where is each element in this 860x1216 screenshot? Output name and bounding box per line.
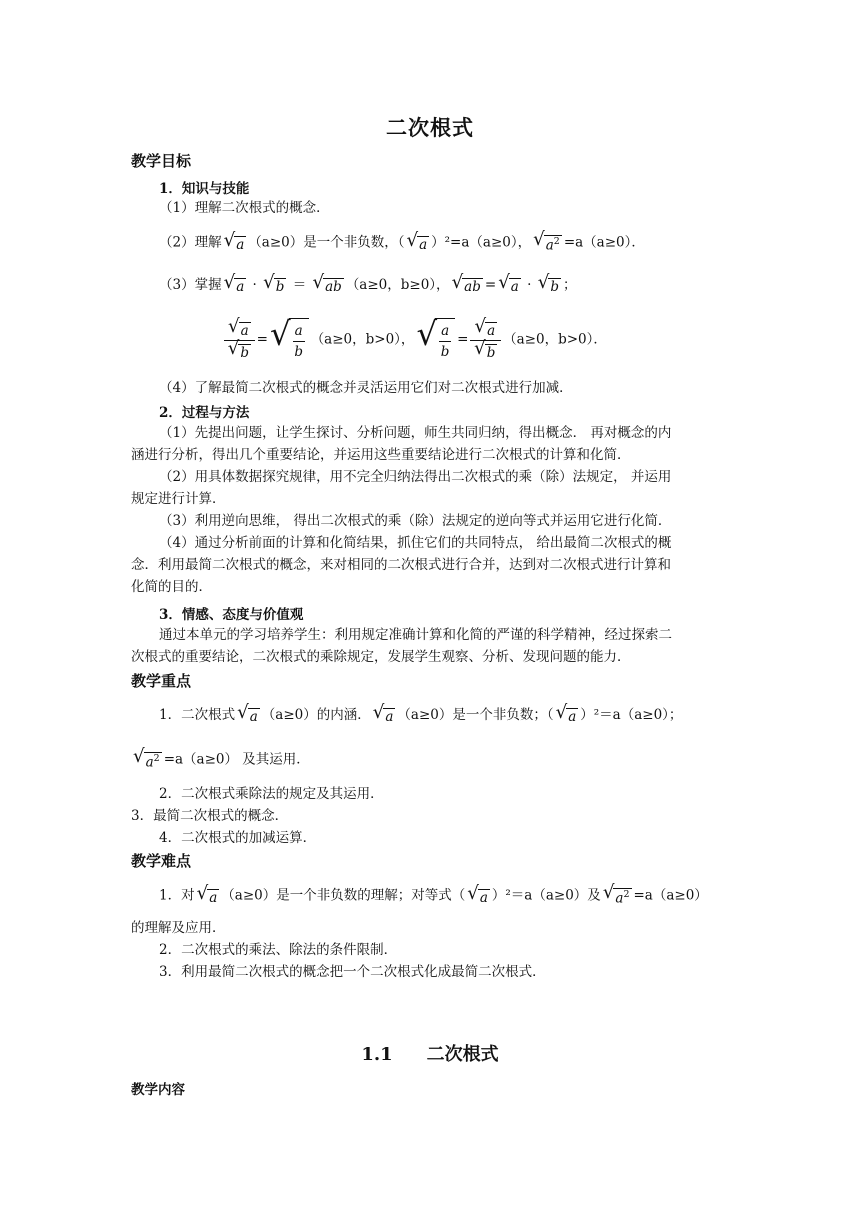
goal-p4c: 化简的目的．: [131, 579, 212, 595]
sqrt-a-squared: √ $a^2$: [533, 229, 560, 254]
goal-p4a: （4）通过分析前面的计算和化简结果，抓住它们的共同特点， 给出最简二次根式的概: [159, 535, 672, 551]
page-title: 二次根式: [386, 115, 474, 140]
goal-p4b: 念．利用最简二次根式的概念，来对相同的二次根式进行合并，达到对二次根式进行计算和: [131, 557, 671, 573]
key-k1-cont: √ $a^2$ =a（a≥0） 及其运用．: [133, 746, 310, 771]
section-title: 二次根式: [426, 1044, 499, 1065]
goals-subheading-process: 2．过程与方法: [159, 405, 250, 421]
goal-e1b: 次根式的重要结论，二次根式的乘除规定，发展学生观察、分析、发现问题的能力．: [131, 649, 631, 665]
key-k1: 1．二次根式 √ a （a≥0）的内涵． √ a （a≥0）是一个非负数；（ √ a ）²＝a（a≥0）；: [159, 702, 683, 726]
goal-k1: （1）理解二次根式的概念．: [159, 200, 330, 216]
goal-p1b: 涵进行分析，得出几个重要结论，并运用这些重要结论进行二次根式的计算和化简．: [131, 447, 631, 463]
key-heading: 教学重点: [131, 672, 192, 690]
section-heading: [0, 1040, 860, 1066]
hard-d3: 3．利用最简二次根式的概念把一个二次根式化成最简二次根式．: [159, 964, 546, 980]
key-k2: 2．二次根式乘除法的规定及其运用．: [159, 786, 384, 802]
goal-p2b: 规定进行计算．: [131, 491, 226, 507]
section-number: 1.1: [361, 1044, 393, 1065]
goal-p3: （3）利用逆向思维， 得出二次根式的乘（除）法规定的逆向等式并运用它进行化简．: [159, 513, 672, 529]
hard-d1: 1．对 √ a （a≥0）是一个非负数的理解；对等式（ √ a ）²＝a（a≥0）及 √ $a^2$ =a（a≥0）: [159, 882, 708, 907]
goals-subheading-knowledge: 1．知识与技能: [159, 181, 250, 197]
goal-k3: （3）掌握 √ a · √ b ＝ √ ab （a≥0，b≥0）， √ ab = √ a · √ b ；: [159, 272, 577, 296]
sqrt-a: √ a: [223, 229, 245, 253]
goals-heading: 教学目标: [131, 152, 192, 170]
key-k3: 3．最简二次根式的概念．: [131, 808, 289, 824]
goal-k4: （4）了解最简二次根式的概念并灵活运用它们对二次根式进行加减．: [159, 380, 573, 396]
goal-k3-fractions: √ a √ b = √ $\frac{a}{b}$ （a≥0，b>0）， √ $\frac{a}{b}$ = √ a √ b （a≥0，b>0）．: [222, 318, 822, 362]
sqrt-a: √ a: [406, 229, 428, 253]
goals-subheading-attitude: 3．情感、态度与价值观: [159, 607, 304, 623]
content-heading: 教学内容: [131, 1082, 185, 1098]
goal-p2a: （2）用具体数据探究规律，用不完全归纳法得出二次根式的乘（除）法规定， 并运用: [159, 469, 672, 485]
hard-heading: 教学难点: [131, 852, 192, 870]
key-k4: 4．二次根式的加减运算．: [159, 830, 317, 846]
hard-d2: 2．二次根式的乘法、除法的条件限制．: [159, 942, 398, 958]
goal-k2: （2）理解 √ a （a≥0）是一个非负数，（ √ a ）²=a（a≥0）， √ $a^2$ =a（a≥0）．: [159, 229, 645, 254]
goal-p1a: （1）先提出问题，让学生探讨、分析问题，师生共同归纳，得出概念． 再对概念的内: [159, 425, 672, 441]
goal-e1a: 通过本单元的学习培养学生：利用规定准确计算和化简的严谨的科学精神，经过探索二: [159, 627, 672, 643]
hard-d1-cont: 的理解及应用．: [131, 920, 226, 936]
